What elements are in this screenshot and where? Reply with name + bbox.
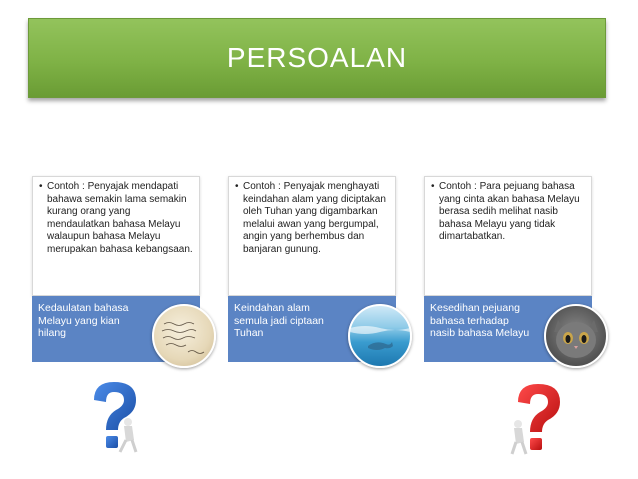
bullet-dot: • [431,181,435,192]
bullet-dot: • [235,181,239,192]
sad-cat-icon [544,304,608,368]
caption-text: Kesedihan pejuang bahasa terhadap nasib bahasa Melayu [430,302,530,339]
bullet-item [39,181,195,256]
question-mark-red-icon [504,380,574,465]
caption-text: Keindahan alam semula jadi ciptaan Tuhan [234,302,324,339]
sad-cat-graphic [546,306,606,366]
bullet-text: Contoh : Penyajak mendapati bahawa semakin lama semakin kurang orang yang mendaulatkan bahasa Melayu walaupun bahasa Melayu merupakan bahasa kebangsaan. [47,181,193,255]
card-bullet-box [228,176,396,296]
handwritten-letter-icon [152,304,216,368]
ocean-dolphin-graphic [350,306,410,366]
handwritten-letter-graphic [154,306,214,366]
bullet-item [235,181,391,256]
page-title: PERSOALAN [226,42,408,73]
question-mark-red-graphic [504,380,574,460]
bullet-dot: • [39,181,43,192]
question-mark-blue-graphic [80,378,150,458]
ocean-dolphin-icon [348,304,412,368]
title-banner [28,18,606,98]
bullet-item [431,181,587,244]
card-bullet-box [32,176,200,296]
bullet-text: Contoh : Penyajak menghayati keindahan alam yang diciptakan oleh Tuhan yang digambarkan melalui awan yang bergumpal, angin yang berhembus dan banjaran gunung. [243,181,386,255]
card-bullet-box [424,176,592,296]
bullet-text: Contoh : Para pejuang bahasa yang cinta akan bahasa Melayu berasa sedih melihat nasib bahasa Melayu yang tidak dimartabatkan. [439,181,580,242]
caption-text: Kedaulatan bahasa Melayu yang kian hilang [38,302,129,339]
question-mark-blue-icon [80,378,150,463]
